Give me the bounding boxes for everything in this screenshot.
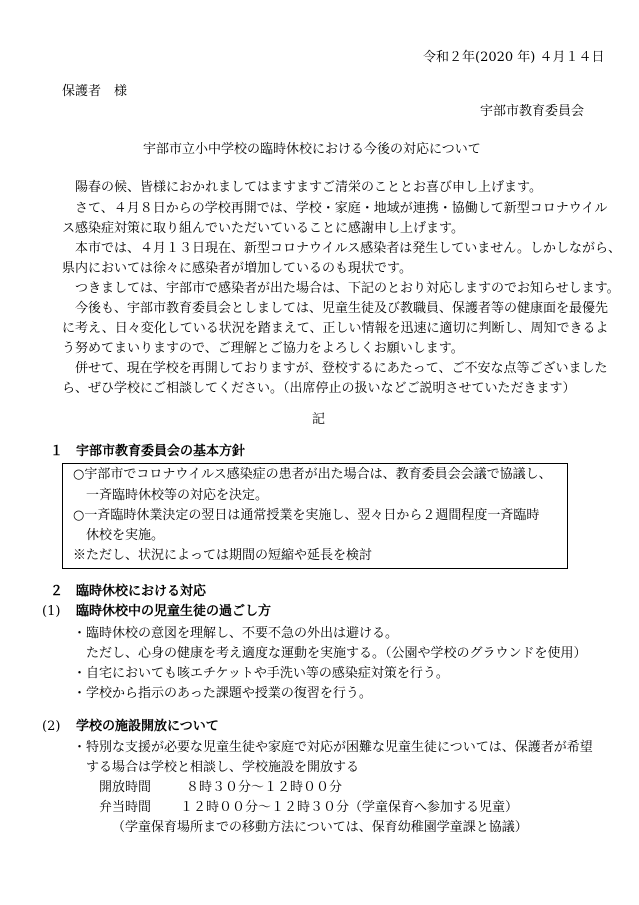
body-line: う努めてまいりますので、ご理解とご協力をよろしくお願いします。 [62, 341, 464, 356]
sub2-line: ・特別な支援が必要な児童生徒や家庭で対応が困難な児童生徒については、保護者が希望 [73, 740, 593, 755]
open-time-value: ８時３０分～１２時００分 [186, 780, 343, 795]
section2-heading: ２ 臨時休校における対応 [50, 584, 207, 599]
sub2-label: (2) [42, 719, 61, 734]
sub1-line: ・学校から指示のあった課題や授業の復習を行う。 [73, 686, 372, 701]
sub1-heading: 臨時休校中の児童生徒の過ごし方 [76, 604, 272, 619]
open-time-label: 開放時間 [99, 780, 152, 795]
sub2-heading: 学校の施設開放について [76, 719, 219, 734]
body-line: 陽春の候、皆様におかれましてはますますご清栄のこととお喜び申し上げます。 [75, 180, 542, 195]
policy-line: ○一斉臨時休業決定の翌日は通常授業を実施し、翌々日から２週間程度一斉臨時 [73, 508, 540, 523]
sub1-line: ただし、心身の健康を考え適度な運動を実施する。（公園や学校のグラウンドを使用） [86, 646, 587, 661]
policy-line: 一斉臨時休校等の対応を決定。 [86, 488, 269, 503]
addressee: 保護者 様 [62, 84, 128, 99]
policy-line: ※ただし、状況によっては期間の短縮や延長を検討 [73, 548, 373, 563]
document-title: 宇部市立小中学校の臨時休校における今後の対応について [143, 142, 481, 157]
body-line: に考え、日々変化している状況を踏まえて、正しい情報を迅速に適切に判断し、周知できるよ [62, 321, 609, 336]
body-line: 併せて、現在学校を再開しておりますが、登校するにあたって、ご不安な点等ございました [75, 361, 608, 376]
body-line: 県内においては徐々に感染者が増加しているのも現状です。 [62, 261, 412, 276]
sub2-line: する場合は学校と相談し、学校施設を開放する [86, 760, 360, 775]
policy-line: ○宇部市でコロナウイルス感染症の患者が出た場合は、教育委員会会議で協議し、 [73, 467, 552, 482]
date: 令和２年(2020 年) ４月１４日 [423, 50, 605, 65]
section1-heading: １ 宇部市教育委員会の基本方針 [50, 444, 246, 459]
body-line: さて、４月８日からの学校再開では、学校・家庭・地域が連携・協働して新型コロナウイル [75, 201, 608, 216]
lunch-time-value: １２時００分～１２時３０分（学童保育へ参加する児童） [180, 800, 519, 815]
sub1-line: ・自宅においても咳エチケットや手洗い等の感染症対策を行う。 [73, 666, 449, 681]
body-line: 本市では、４月１３日現在、新型コロナウイルス感染者は発生していません。しかしながら、 [75, 241, 622, 256]
body-line: ス感染症対策に取り組んでいただいていることに感謝申し上げます。 [62, 221, 464, 236]
body-line: 今後も、宇部市教育委員会としましては、児童生徒及び教職員、保護者等の健康面を最優先 [75, 301, 609, 316]
sub1-line: ・臨時休校の意図を理解し、不要不急の外出は避ける。 [73, 626, 399, 641]
body-line: つきましては、宇部市で感染者が出た場合は、下記のとおり対応しますのでお知らせします。 [75, 281, 620, 296]
lunch-time-label: 弁当時間 [99, 800, 152, 815]
ki-marker: 記 [312, 412, 326, 427]
sub1-label: (1) [42, 604, 61, 619]
sender: 宇部市教育委員会 [480, 104, 585, 119]
transport-note: （学童保育場所までの移動方法については、保育幼稚園学童課と協議） [112, 820, 528, 835]
policy-line: 休校を実施。 [86, 528, 165, 543]
body-line: ら、ぜひ学校にご相談してください。（出席停止の扱いなどご説明させていただきます） [62, 381, 576, 396]
